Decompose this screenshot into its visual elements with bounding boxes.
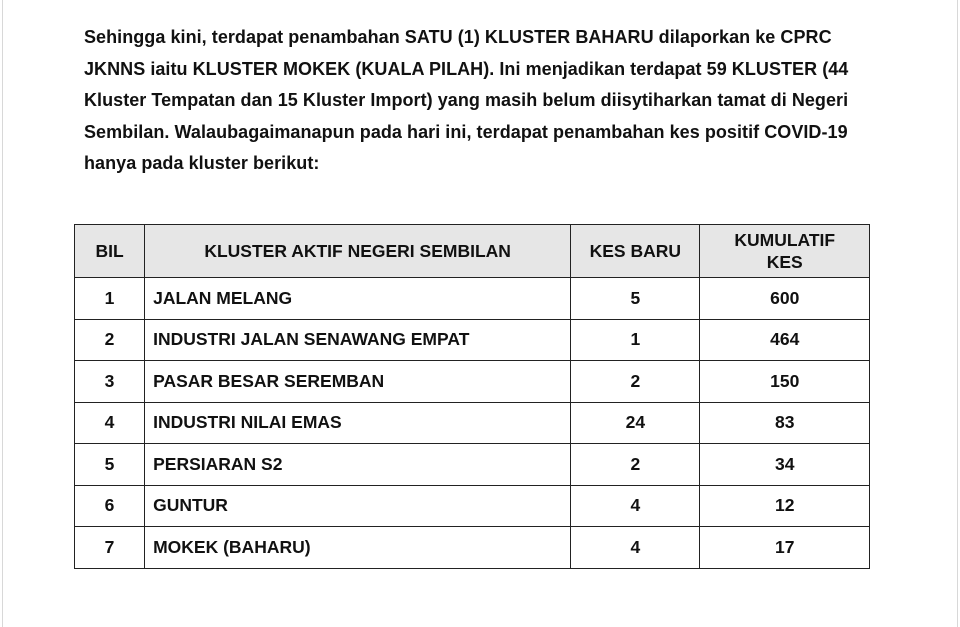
cell-cumulative: 12 bbox=[700, 485, 870, 527]
intro-line: JKNNS iaitu KLUSTER MOKEK (KUALA PILAH). Ini menjadikan terdapat 59 KLUSTER (44 bbox=[84, 58, 849, 79]
cell-new-cases: 4 bbox=[571, 527, 700, 569]
header-row bbox=[75, 225, 870, 278]
header-bil: BIL bbox=[75, 225, 145, 278]
cell-cluster-name: MOKEK (BAHARU) bbox=[145, 527, 571, 569]
intro-line: hanya pada kluster berikut: bbox=[84, 153, 320, 173]
header-cumulative bbox=[700, 225, 870, 278]
table-row bbox=[75, 444, 870, 486]
page-edge-right bbox=[957, 0, 958, 627]
cell-cumulative: 150 bbox=[700, 361, 870, 403]
cell-bil: 3 bbox=[75, 361, 145, 403]
cell-cumulative: 83 bbox=[700, 402, 870, 444]
cell-cluster-name: INDUSTRI JALAN SENAWANG EMPAT bbox=[145, 319, 571, 361]
table-header bbox=[75, 225, 870, 278]
cell-cluster-name: GUNTUR bbox=[145, 485, 571, 527]
page-edge-left bbox=[2, 0, 3, 627]
cell-cumulative: 464 bbox=[700, 319, 870, 361]
table-row bbox=[75, 361, 870, 403]
intro-paragraph bbox=[84, 22, 914, 180]
cell-new-cases: 2 bbox=[571, 361, 700, 403]
cell-bil: 7 bbox=[75, 527, 145, 569]
header-new-cases: KES BARU bbox=[571, 225, 700, 278]
cell-bil: 5 bbox=[75, 444, 145, 486]
cell-bil: 6 bbox=[75, 485, 145, 527]
intro-line: Kluster Tempatan dan 15 Kluster Import) yang masih belum diisytiharkan tamat di Negeri bbox=[84, 90, 849, 110]
cell-cumulative: 600 bbox=[700, 278, 870, 320]
cell-cumulative: 34 bbox=[700, 444, 870, 486]
cell-new-cases: 1 bbox=[571, 319, 700, 361]
cell-cluster-name: PASAR BESAR SEREMBAN bbox=[145, 361, 571, 403]
intro-line: Sembilan. Walaubagaimanapun pada hari ini, terdapat penambahan kes positif COVID-19 bbox=[84, 121, 848, 142]
table-row bbox=[75, 278, 870, 320]
table-body bbox=[75, 278, 870, 569]
cell-bil: 2 bbox=[75, 319, 145, 361]
intro-line: Sehingga kini, terdapat penambahan SATU (1) KLUSTER BAHARU dilaporkan ke CPRC bbox=[84, 27, 832, 47]
cell-bil: 4 bbox=[75, 402, 145, 444]
header-cumulative-line1: KUMULATIF bbox=[734, 230, 836, 250]
table-row bbox=[75, 527, 870, 569]
cell-new-cases: 5 bbox=[571, 278, 700, 320]
cell-new-cases: 2 bbox=[571, 444, 700, 486]
table-row bbox=[75, 319, 870, 361]
cell-bil: 1 bbox=[75, 278, 145, 320]
cell-cluster-name: INDUSTRI NILAI EMAS bbox=[145, 402, 571, 444]
cell-new-cases: 4 bbox=[571, 485, 700, 527]
cell-cluster-name: JALAN MELANG bbox=[145, 278, 571, 320]
cell-cluster-name: PERSIARAN S2 bbox=[145, 444, 571, 486]
cell-new-cases: 24 bbox=[571, 402, 700, 444]
header-cumulative-line2: KES bbox=[766, 252, 803, 272]
active-clusters-table bbox=[74, 224, 870, 569]
table-row bbox=[75, 402, 870, 444]
cell-cumulative: 17 bbox=[700, 527, 870, 569]
header-cluster-name: KLUSTER AKTIF NEGERI SEMBILAN bbox=[145, 225, 571, 278]
table-row bbox=[75, 485, 870, 527]
